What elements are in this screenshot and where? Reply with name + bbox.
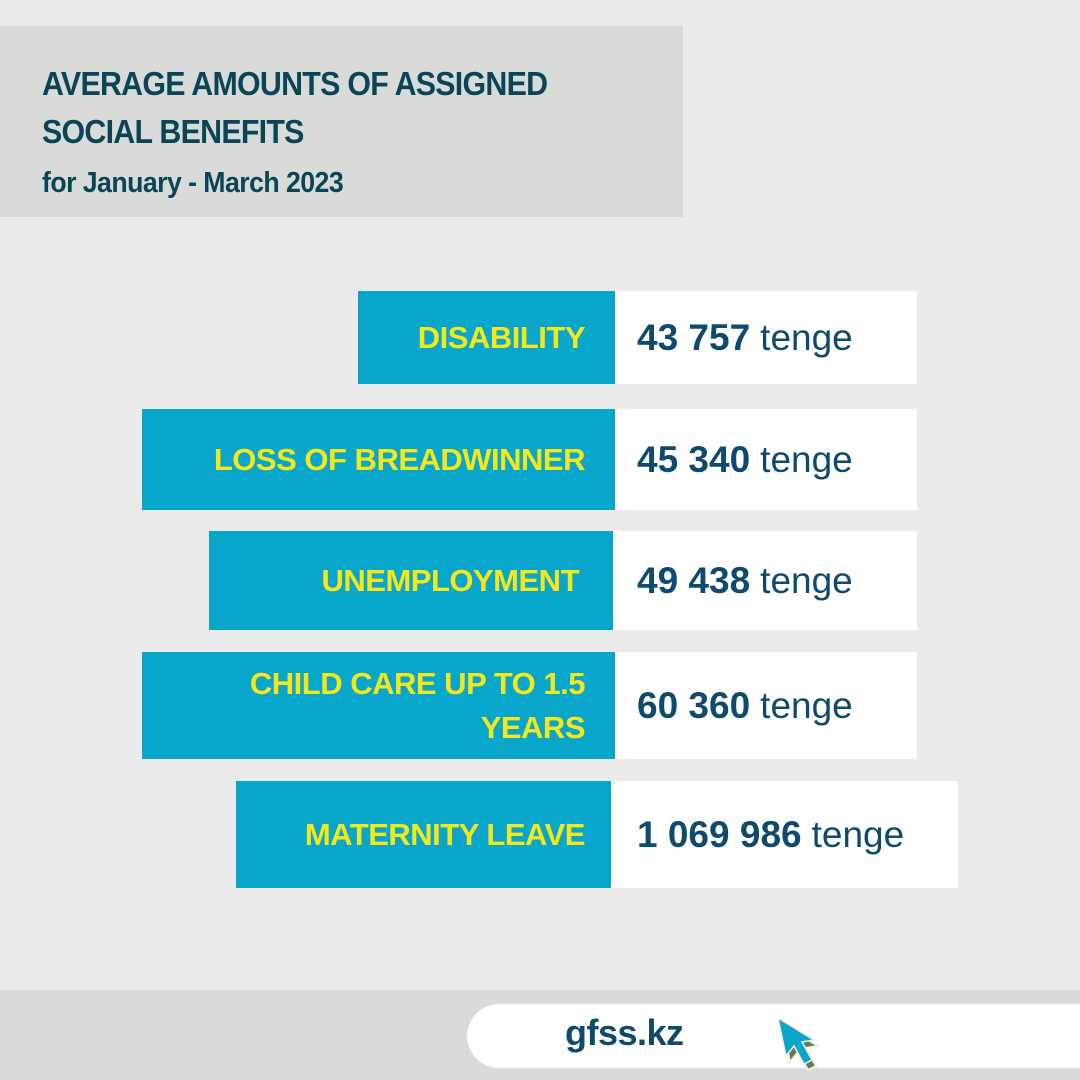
title-panel <box>0 26 683 217</box>
unit: tenge <box>760 316 853 358</box>
benefit-row-maternity <box>236 781 958 888</box>
benefit-label: LOSS OF BREADWINNER <box>142 409 615 510</box>
benefit-value <box>615 652 917 759</box>
benefit-label: DISABILITY <box>358 291 615 384</box>
website-link[interactable]: gfss.kz <box>565 1012 684 1053</box>
unit: tenge <box>760 438 853 480</box>
cursor-arrow-icon <box>770 1012 826 1074</box>
page-title: AVERAGE AMOUNTS OF ASSIGNED SOCIAL BENEFITS <box>42 65 548 150</box>
amount: 43 757 <box>637 316 751 358</box>
amount: 49 438 <box>637 559 751 601</box>
amount: 1 069 986 <box>637 813 802 855</box>
unit: tenge <box>811 813 905 855</box>
benefit-row-disability <box>358 291 917 384</box>
amount: 60 360 <box>637 684 751 726</box>
benefit-row-child-care <box>142 652 917 759</box>
benefit-label: MATERNITY LEAVE <box>236 781 611 888</box>
benefit-value <box>611 781 958 888</box>
benefit-label: CHILD CARE UP TO 1.5 YEARS <box>142 652 615 759</box>
amount: 45 340 <box>637 438 751 480</box>
benefit-value <box>615 291 917 384</box>
page-subtitle: for January - March 2023 <box>42 167 344 199</box>
benefit-label: UNEMPLOYMENT <box>209 531 613 630</box>
unit: tenge <box>760 684 853 726</box>
benefit-row-unemployment <box>209 531 917 630</box>
benefit-row-breadwinner <box>142 409 917 510</box>
benefit-value <box>613 531 917 630</box>
unit: tenge <box>760 559 853 601</box>
benefit-value <box>615 409 917 510</box>
